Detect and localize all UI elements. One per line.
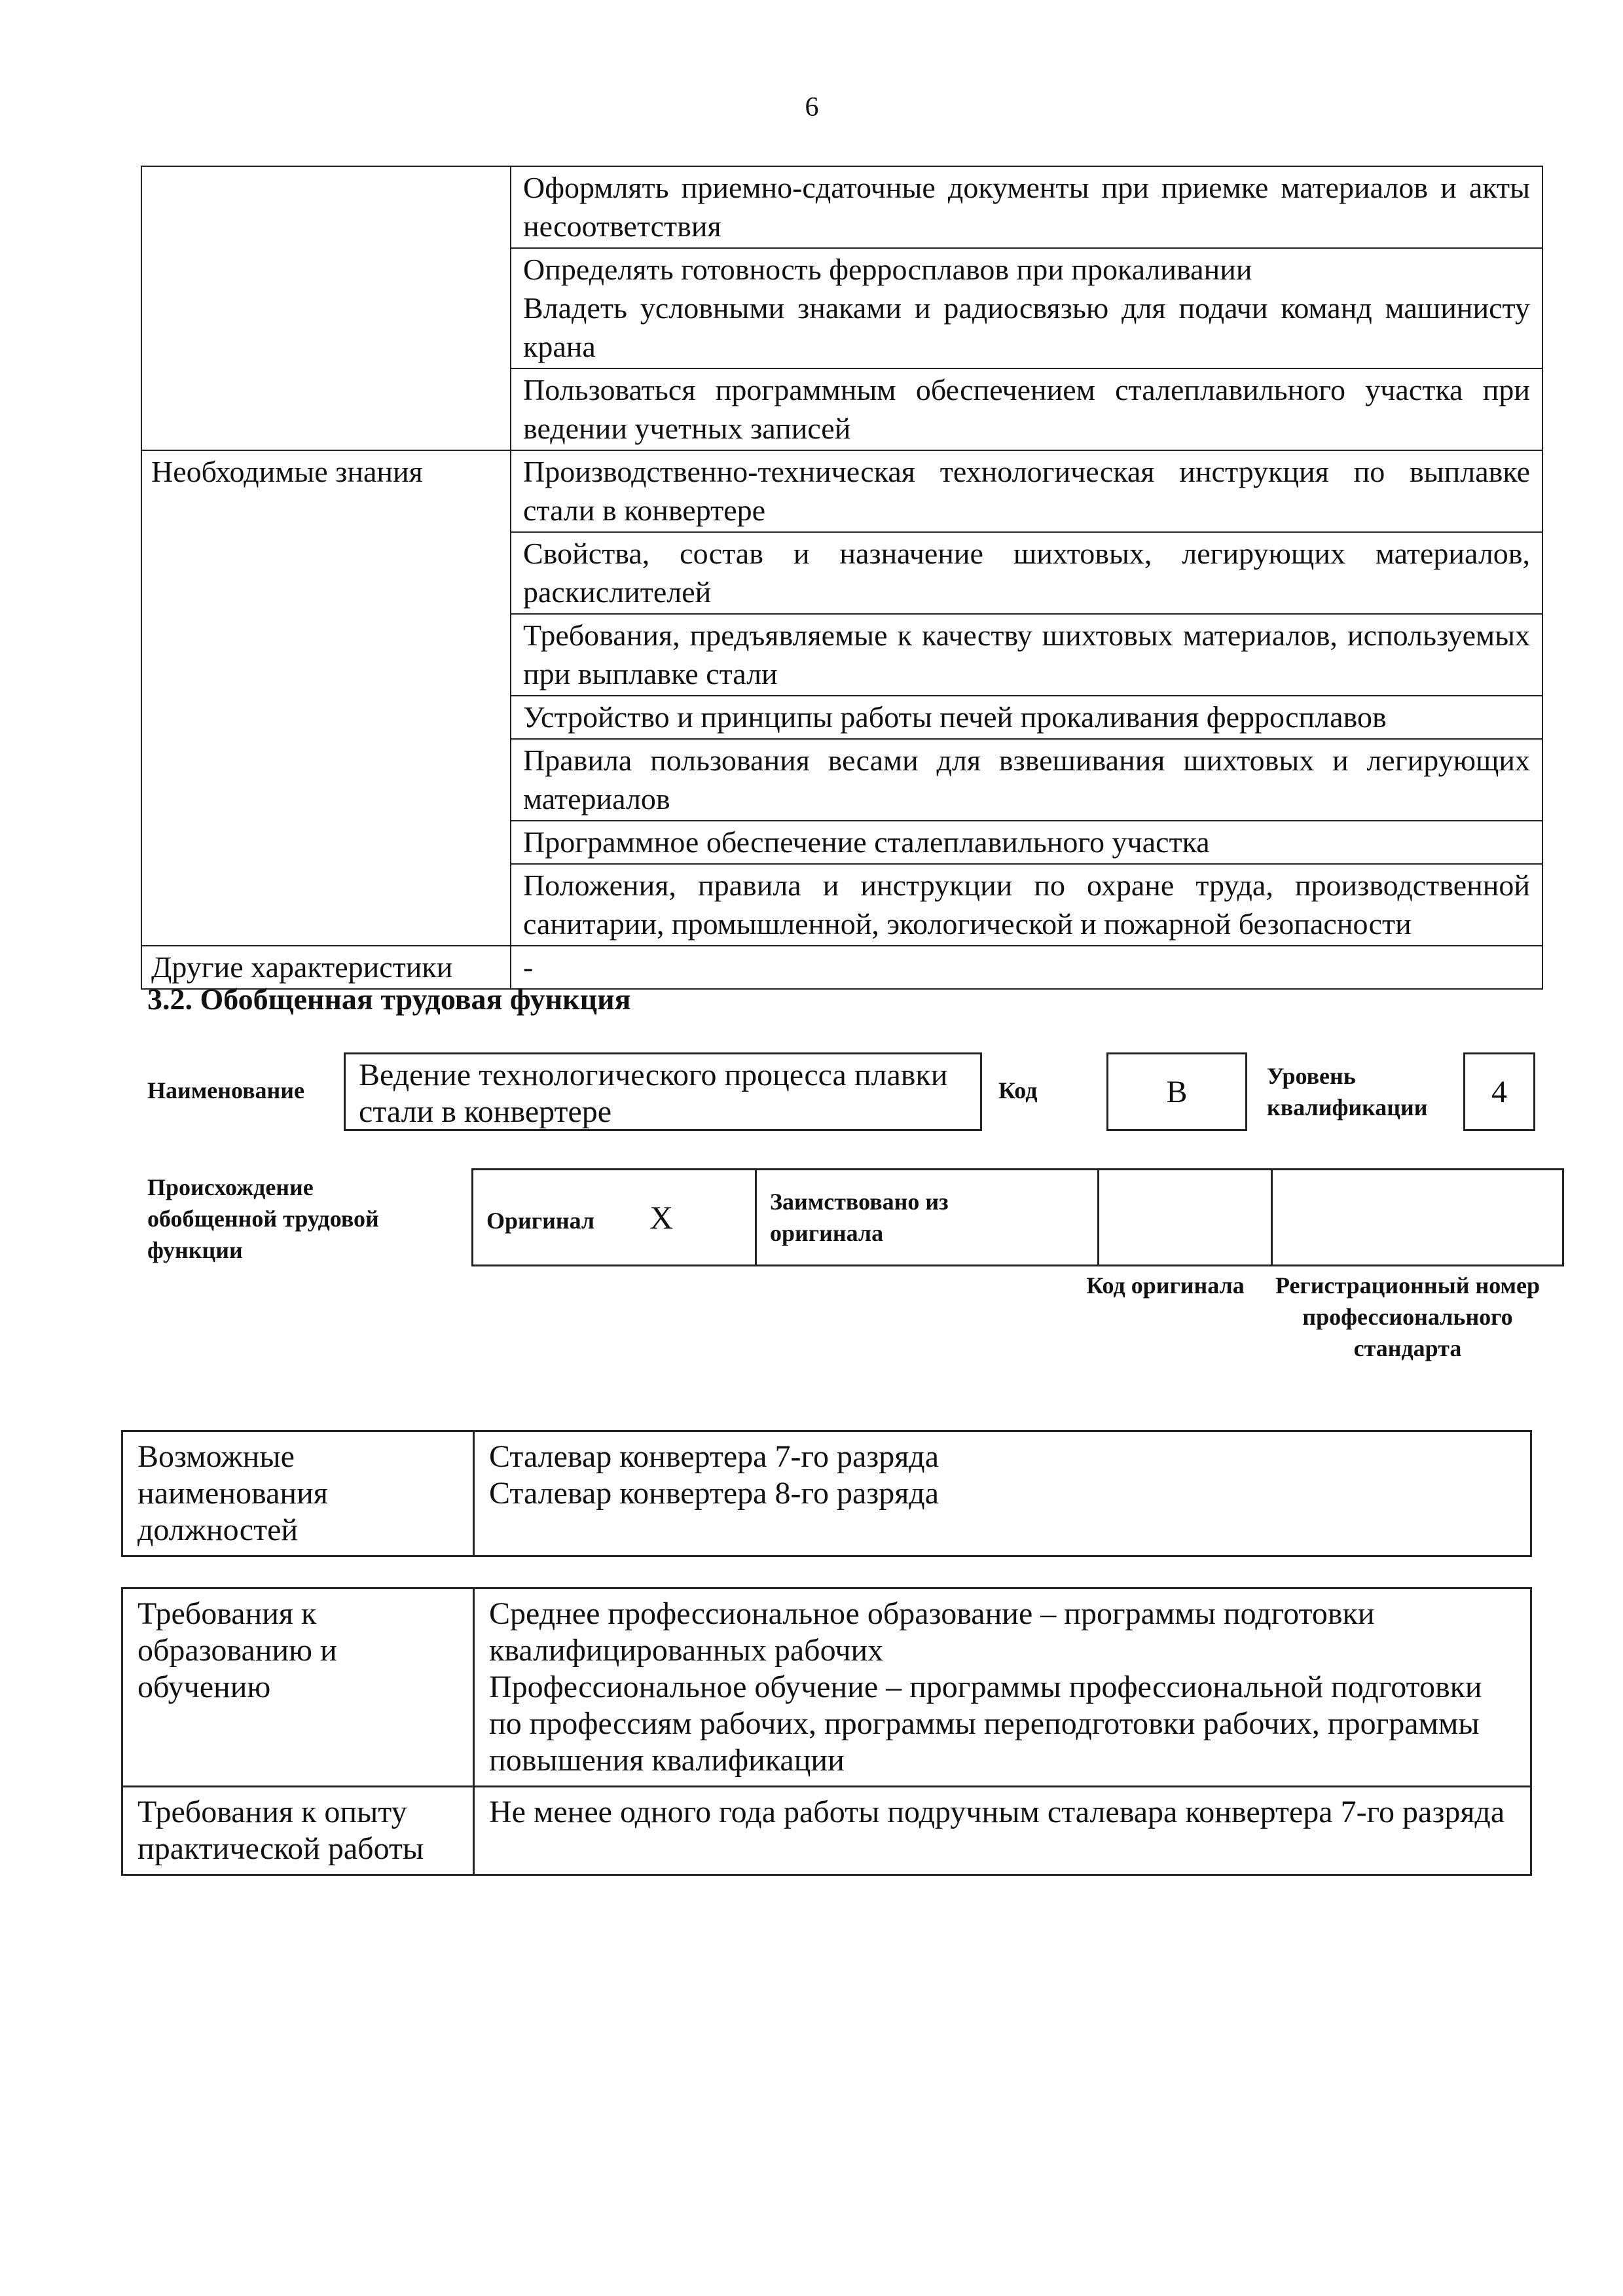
positions-label: Возможные наименования должностей xyxy=(122,1431,474,1556)
table-row xyxy=(122,1588,1531,1787)
original-cell xyxy=(473,1170,756,1266)
row-value: Требования, предъявляемые к качеству шихтовых материалов, используемых при выплавке стали xyxy=(511,614,1542,696)
origin-table xyxy=(471,1168,1564,1266)
code-original-cell xyxy=(1099,1170,1272,1266)
original-label: Оригинал xyxy=(486,1208,595,1234)
table-row xyxy=(141,532,1542,614)
requirement-value: Не менее одного года работы подручным сталевара конвертера 7-го разряда xyxy=(474,1787,1531,1875)
row-label xyxy=(141,166,511,248)
table-row xyxy=(473,1170,1563,1266)
table-row xyxy=(141,248,1542,368)
requirement-label: Требования к опыту практической работы xyxy=(122,1787,474,1875)
skills-knowledge-table xyxy=(141,166,1543,990)
row-value: Производственно-техническая технологическая инструкция по выплавке стали в конвертере xyxy=(511,450,1542,532)
row-value: Свойства, состав и назначение шихтовых, легирующих материалов, раскислителей xyxy=(511,532,1542,614)
row-value: Пользоваться программным обеспечением сталеплавильного участка при ведении учетных записей xyxy=(511,368,1542,450)
row-value: Определять готовность ферросплавов при прокаливании Владеть условными знаками и радиосвязью для подачи команд машинисту крана xyxy=(511,248,1542,368)
row-value: Положения, правила и инструкции по охране труда, производственной санитарии, промышленной, экологической и пожарной безопасности xyxy=(511,864,1542,946)
section-heading: 3.2. Обобщенная трудовая функция xyxy=(147,982,631,1016)
original-mark: X xyxy=(649,1199,674,1236)
level-box xyxy=(1463,1052,1535,1131)
table-row xyxy=(141,614,1542,696)
row-label xyxy=(141,821,511,864)
table-row xyxy=(122,1431,1531,1556)
reg-number-caption: Регистрационный номер профессионального стандарта xyxy=(1275,1272,1541,1361)
row-label: Другие характеристики xyxy=(141,946,511,989)
positions-value: Сталевар конвертера 7-го разряда Сталевар конвертера 8-го разряда xyxy=(474,1431,1531,1556)
row-label xyxy=(141,248,511,368)
row-label xyxy=(141,614,511,696)
row-value: - xyxy=(511,946,1542,989)
row-label xyxy=(141,368,511,450)
origin-label: Происхождение обобщенной трудовой функции xyxy=(147,1174,379,1263)
requirement-label: Требования к образованию и обучению xyxy=(122,1588,474,1787)
page-number: 6 xyxy=(805,92,819,122)
table-row xyxy=(141,821,1542,864)
name-value: Ведение технологического процесса плавки стали в конвертере xyxy=(359,1058,948,1129)
table-row xyxy=(141,368,1542,450)
reg-number-cell xyxy=(1272,1170,1563,1266)
row-label xyxy=(141,739,511,821)
name-label: Наименование xyxy=(147,1077,304,1103)
row-label xyxy=(141,864,511,946)
table-row xyxy=(141,739,1542,821)
row-label: Необходимые знания xyxy=(141,450,511,532)
table-row xyxy=(141,864,1542,946)
code-label: Код xyxy=(998,1077,1038,1103)
row-value: Оформлять приемно-сдаточные документы при приемке материалов и акты несоответствия xyxy=(511,166,1542,248)
requirements-table xyxy=(121,1587,1532,1876)
borrowed-cell xyxy=(756,1170,1099,1266)
table-row xyxy=(141,166,1542,248)
code-original-caption: Код оригинала xyxy=(1086,1272,1245,1299)
positions-table xyxy=(121,1430,1532,1557)
row-label xyxy=(141,532,511,614)
borrowed-label: Заимствовано из оригинала xyxy=(770,1189,949,1246)
row-value: Программное обеспечение сталеплавильного участка xyxy=(511,821,1542,864)
table-row xyxy=(122,1787,1531,1875)
table-row xyxy=(141,450,1542,532)
row-label xyxy=(141,696,511,739)
name-box xyxy=(344,1052,982,1131)
level-value: 4 xyxy=(1491,1074,1507,1109)
row-value: Устройство и принципы работы печей прокаливания ферросплавов xyxy=(511,696,1542,739)
code-box xyxy=(1106,1052,1247,1131)
level-label: Уровень квалификации xyxy=(1267,1063,1428,1121)
requirement-value: Среднее профессиональное образование – программы подготовки квалифицированных рабочих Профессиональное обучение – программы профессиональной подготовки по профессиям рабочих, программы переподготовки рабочих, программы повышения квалификации xyxy=(474,1588,1531,1787)
table-row xyxy=(141,696,1542,739)
code-value: В xyxy=(1166,1074,1188,1109)
row-value: Правила пользования весами для взвешивания шихтовых и легирующих материалов xyxy=(511,739,1542,821)
